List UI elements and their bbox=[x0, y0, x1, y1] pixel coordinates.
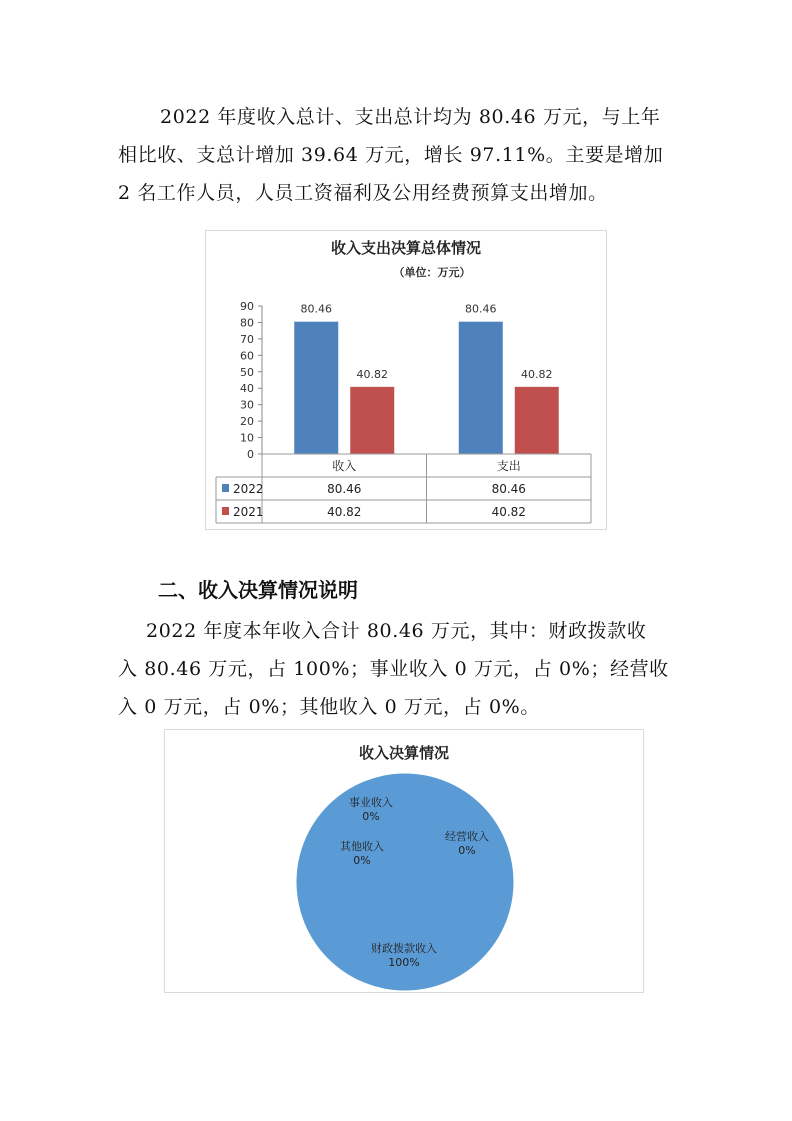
y-tick-label: 50 bbox=[240, 365, 254, 379]
table-cell: 80.46 bbox=[491, 482, 526, 496]
slice-percent: 0% bbox=[458, 844, 476, 857]
y-tick-label: 70 bbox=[240, 332, 254, 346]
text-line: 入 0 万元，占 0%；其他收入 0 万元，占 0%。 bbox=[118, 696, 540, 718]
table-cell: 40.82 bbox=[327, 505, 362, 519]
data-label: 40.82 bbox=[356, 367, 388, 381]
chart-title: 收入决算情况 bbox=[358, 744, 450, 762]
bar-2021-收入 bbox=[350, 387, 394, 454]
chart-title: 收入支出决算总体情况 bbox=[330, 239, 482, 257]
bar-chart-figure bbox=[205, 230, 607, 530]
income-paragraph bbox=[118, 612, 678, 726]
y-tick-label: 80 bbox=[240, 316, 254, 330]
slice-label: 其他收入 bbox=[340, 840, 384, 853]
text-line: 2 名工作人员，人员工资福利及公用经费预算支出增加。 bbox=[118, 182, 608, 204]
pie-chart bbox=[165, 730, 643, 992]
text-line: 2022 年度本年收入合计 80.46 万元，其中：财政拨款收 bbox=[146, 620, 647, 642]
slice-percent: 0% bbox=[353, 854, 371, 867]
text-line: 相比收、支总计增加 39.64 万元，增长 97.11%。主要是增加 bbox=[118, 144, 664, 166]
y-tick-label: 20 bbox=[240, 415, 254, 429]
bar-2022-支出 bbox=[459, 322, 503, 454]
y-tick-label: 40 bbox=[240, 382, 254, 396]
slice-percent: 100% bbox=[388, 956, 420, 969]
slice-label: 事业收入 bbox=[349, 796, 393, 809]
table-cell: 80.46 bbox=[327, 482, 362, 496]
chart-subtitle: （单位：万元） bbox=[393, 266, 471, 279]
bar-chart bbox=[206, 231, 606, 529]
x-category-label: 支出 bbox=[496, 459, 521, 473]
section-heading: 二、收入决算情况说明 bbox=[158, 578, 358, 602]
intro-paragraph bbox=[118, 98, 678, 212]
data-label: 80.46 bbox=[300, 302, 332, 316]
y-tick-label: 10 bbox=[240, 431, 254, 445]
legend-swatch-2022 bbox=[222, 484, 229, 492]
bar-2021-支出 bbox=[515, 387, 559, 454]
legend-label: 2021 bbox=[233, 505, 264, 519]
text-line: 2022 年度收入总计、支出总计均为 80.46 万元，与上年 bbox=[160, 106, 661, 128]
pie-chart-figure bbox=[164, 729, 644, 993]
slice-percent: 0% bbox=[362, 810, 380, 823]
y-tick-label: 0 bbox=[247, 448, 254, 461]
slice-label: 经营收入 bbox=[445, 830, 489, 843]
slice-label: 财政拨款收入 bbox=[371, 942, 437, 955]
text-line: 入 80.46 万元，占 100%；事业收入 0 万元，占 0%；经营收 bbox=[118, 658, 669, 680]
y-tick-label: 60 bbox=[240, 349, 254, 363]
y-tick-label: 30 bbox=[240, 398, 254, 412]
data-label: 80.46 bbox=[465, 302, 497, 316]
y-tick-label: 90 bbox=[240, 300, 254, 313]
bar-2022-收入 bbox=[294, 322, 338, 454]
legend-swatch-2021 bbox=[222, 507, 229, 515]
x-category-label: 收入 bbox=[332, 459, 357, 473]
table-cell: 40.82 bbox=[491, 505, 526, 519]
legend-label: 2022 bbox=[233, 482, 264, 496]
data-label: 40.82 bbox=[521, 367, 553, 381]
